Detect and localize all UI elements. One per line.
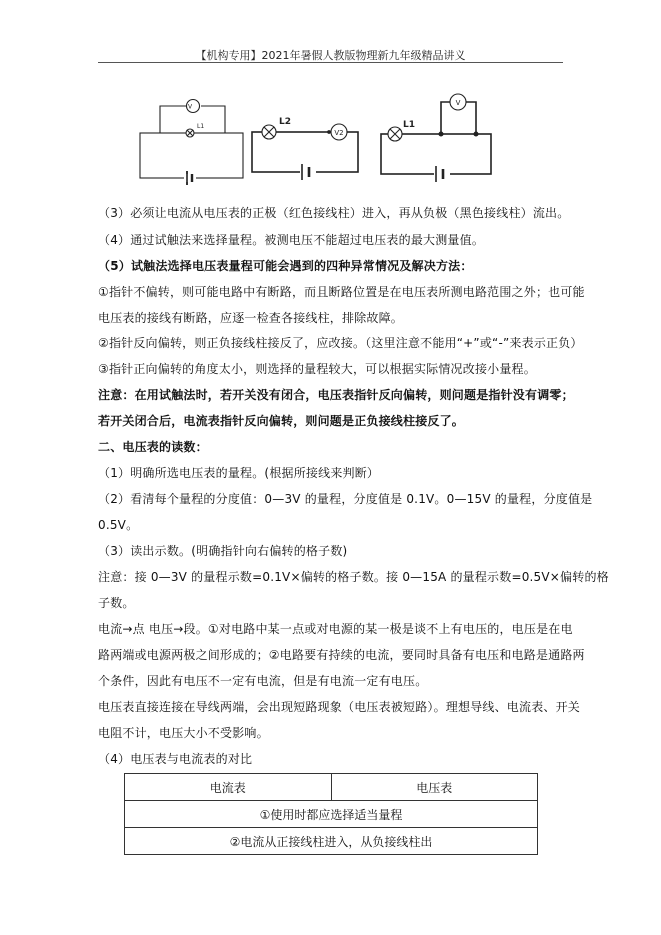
- svg-text:V: V: [187, 103, 193, 111]
- comparison-table: [124, 773, 538, 855]
- text-line: 个条件，因此有电压不一定有电流，但是有电流一定有电压。: [98, 674, 428, 688]
- table-cell: ②电流从正接线柱进入，从负接线柱出: [125, 828, 538, 855]
- section-heading: （5）试触法选择电压表量程可能会遇到的四种异常情况及解决方法：: [98, 259, 473, 273]
- text-line: （1）明确所选电压表的量程。(根据所接线来判断）: [98, 466, 380, 480]
- text-line: ①指针不偏转，则可能电路中有断路，而且断路位置是在电压表所测电路范围之外；也可能: [98, 285, 585, 299]
- header-divider: [98, 62, 563, 63]
- page-header: 【机构专用】2021年暑假人教版物理新九年级精品讲义: [195, 49, 466, 62]
- table-row: [125, 801, 538, 828]
- text-line: 路两端或电源两极之间形成的；②电路要有持续的电流，要同时具备有电压和电路是通路两: [98, 648, 585, 662]
- circuit-diagram-1: [140, 100, 243, 186]
- section-heading: 二、电压表的读数：: [98, 440, 208, 454]
- table-row: [125, 774, 538, 801]
- note-bold: 注意：在用试触法时，若开关没有闭合，电压表指针反向偏转，则问题是指针没有调零；: [98, 388, 574, 402]
- svg-text:V: V: [455, 99, 461, 107]
- svg-text:L1: L1: [403, 120, 415, 130]
- text-line: 0.5V。: [98, 518, 139, 532]
- svg-text:V2: V2: [334, 129, 344, 137]
- text-line: （4）通过试触法来选择量程。被测电压不能超过电压表的最大测量值。: [98, 233, 485, 247]
- text-line: （3）读出示数。(明确指针向右偏转的格子数): [98, 544, 348, 558]
- table-header-voltmeter: 电压表: [331, 774, 538, 801]
- circuit-diagrams: [130, 88, 530, 188]
- table-row: [125, 828, 538, 855]
- svg-text:L1: L1: [197, 123, 205, 130]
- note-bold: 若开关闭合后，电流表指针反向偏转，则问题是正负接线柱接反了。: [98, 414, 465, 428]
- text-line: 注意：接 0—3V 的量程示数=0.1V×偏转的格子数。接 0—15A 的量程示数=0.5V×偏转的格: [98, 570, 609, 584]
- svg-text:L2: L2: [279, 117, 291, 127]
- text-line: （2）看清每个量程的分度值：0—3V 的量程，分度值是 0.1V。0—15V 的量程，分度值是: [98, 492, 593, 506]
- text-line: 电阻不计，电压大小不受影响。: [98, 726, 269, 740]
- text-line: 电流→点 电压→段。①对电路中某一点或对电源的某一极是谈不上有电压的，电压是在电: [98, 622, 573, 636]
- text-line: （3）必须让电流从电压表的正极（红色接线柱）进入，再从负极（黑色接线柱）流出。: [98, 206, 570, 220]
- text-line: 电压表的接线有断路，应逐一检查各接线柱，排除故障。: [98, 311, 404, 325]
- text-line: （4）电压表与电流表的对比: [98, 752, 253, 766]
- table-cell: ①使用时都应选择适当量程: [125, 801, 538, 828]
- table-header-ammeter: 电流表: [125, 774, 332, 801]
- circuit-diagram-3: [381, 94, 491, 182]
- text-line: 电压表直接连接在导线两端，会出现短路现象（电压表被短路）。理想导线、电流表、开关: [98, 700, 581, 714]
- text-line: ②指针反向偏转，则正负接线柱接反了，应改接。（这里注意不能用“+”或“-”来表示正负）: [98, 336, 583, 350]
- text-line: ③指针正向偏转的角度太小，则选择的量程较大，可以根据实际情况改接小量程。: [98, 362, 536, 376]
- text-line: 子数。: [98, 596, 135, 610]
